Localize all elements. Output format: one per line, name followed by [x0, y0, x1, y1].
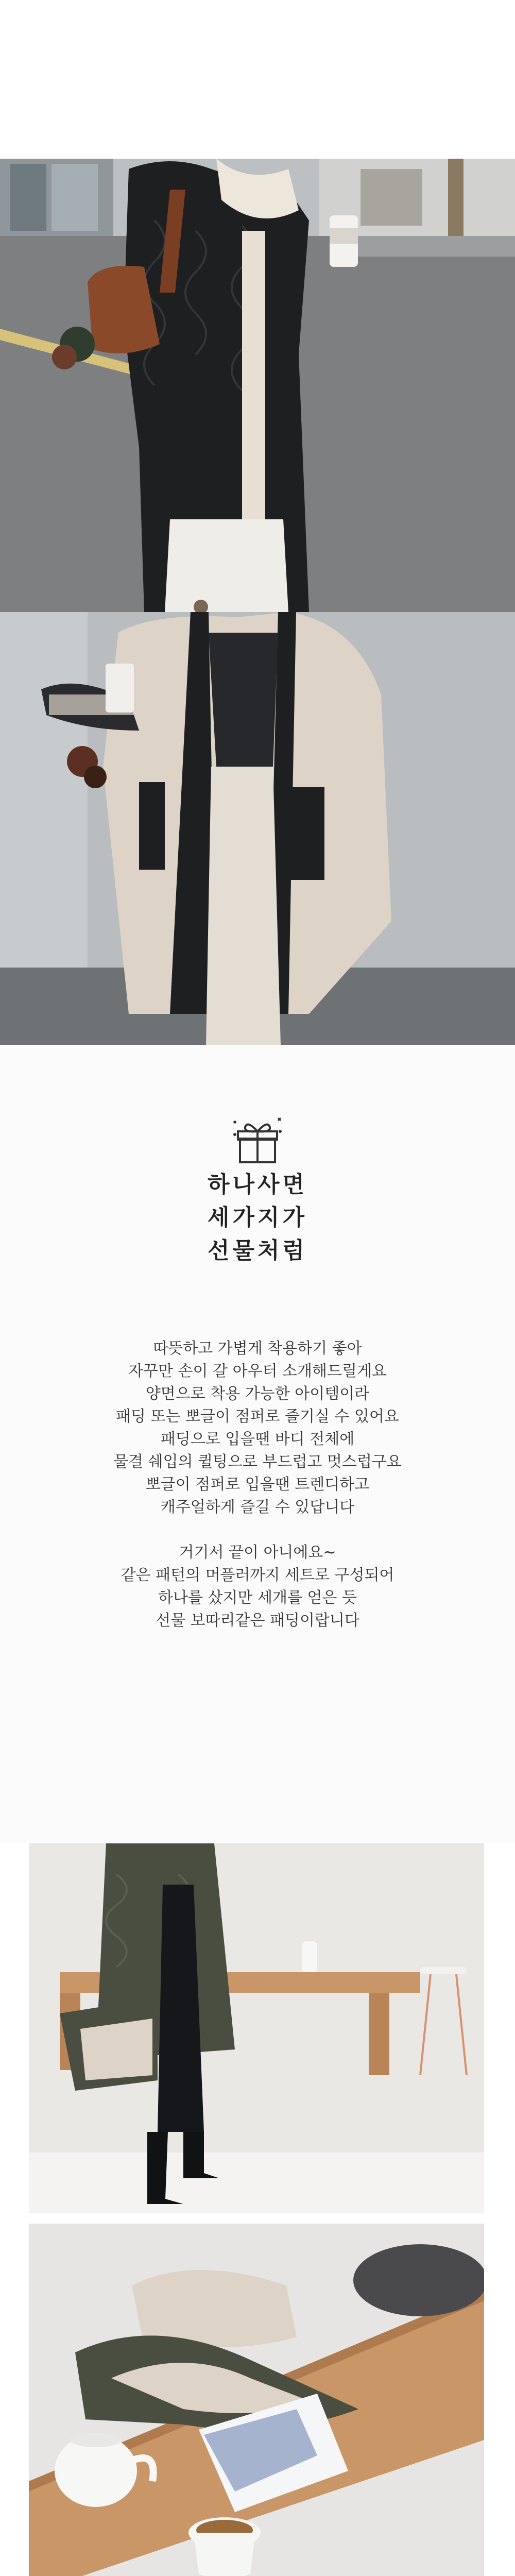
gift-text-section	[0, 1045, 515, 1843]
description-line: 거기서 끝이 아니에요~	[179, 1544, 336, 1562]
description	[0, 1337, 515, 1632]
description-line: 하나를 샀지만 세개를 얻은 듯	[158, 1589, 357, 1607]
headline	[0, 1168, 515, 1267]
description-line: 자꾸만 손이 갈 아우터 소개해드릴게요	[128, 1362, 387, 1380]
headline-line: 선물처럼	[207, 1238, 307, 1264]
description-line: 패딩 또는 뽀글이 점퍼로 즐기실 수 있어요	[116, 1408, 399, 1426]
muffler-detail-photo	[29, 2224, 484, 2576]
headline-line: 하나사면	[207, 1172, 307, 1198]
description-line: 같은 패턴의 머플러까지 세트로 구성되어	[121, 1566, 394, 1584]
street-outfit-photo	[0, 159, 515, 612]
description-line: 패딩으로 입을땐 바디 전체에	[160, 1430, 355, 1448]
description-line: 선물 보따리같은 패딩이랍니다	[156, 1612, 359, 1630]
fleece-side-photo	[0, 612, 515, 1045]
description-line: 뽀글이 점퍼로 입을땐 트렌디하고	[145, 1476, 370, 1494]
bench-outfit-photo	[29, 1843, 484, 2213]
headline-line: 세가지가	[207, 1205, 307, 1231]
description-line: 물결 쉐입의 퀼팅으로 부드럽고 멋스럽구요	[113, 1453, 402, 1471]
description-line: 양면으로 착용 가능한 아이템이라	[145, 1385, 370, 1403]
gift-box-icon	[225, 1107, 290, 1173]
description-line: 따뜻하고 가볍게 착용하기 좋아	[153, 1340, 362, 1358]
description-line: 캐주얼하게 즐길 수 있답니다	[160, 1498, 355, 1516]
